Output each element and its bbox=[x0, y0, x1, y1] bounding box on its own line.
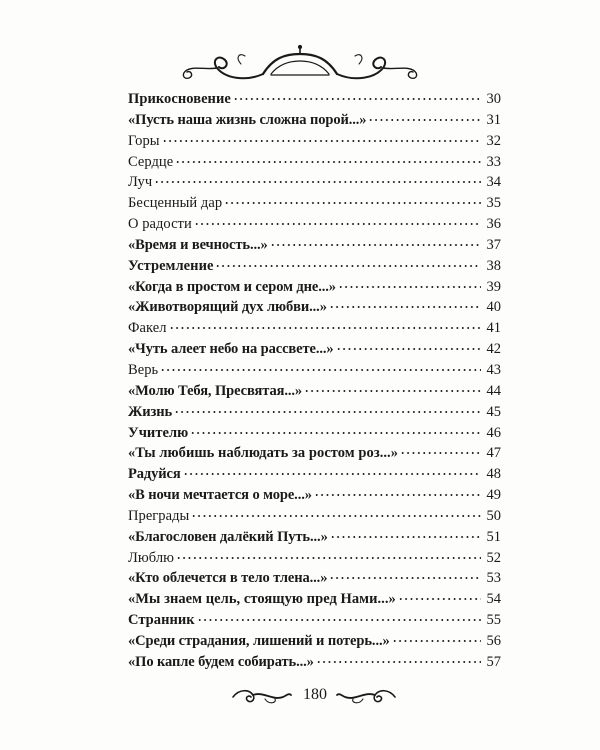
toc-entry[interactable] bbox=[128, 277, 501, 298]
toc-entry[interactable] bbox=[128, 152, 501, 173]
toc-entry-page: 51 bbox=[486, 528, 501, 545]
dot-leader bbox=[154, 181, 481, 183]
dot-leader bbox=[233, 98, 481, 100]
toc-entry-page: 41 bbox=[486, 320, 501, 337]
toc-entry[interactable] bbox=[128, 652, 501, 673]
toc-entry-page: 49 bbox=[486, 487, 501, 504]
toc-entry[interactable] bbox=[128, 235, 501, 256]
dot-leader bbox=[162, 140, 481, 142]
toc-entry[interactable] bbox=[128, 589, 501, 610]
toc-entry[interactable] bbox=[128, 110, 501, 131]
toc-entry[interactable] bbox=[128, 360, 501, 381]
toc-entry-title: «Среди страдания, лишений и потерь...» bbox=[128, 632, 390, 649]
dot-leader bbox=[191, 515, 481, 517]
toc-entry[interactable] bbox=[128, 506, 501, 527]
dot-leader bbox=[160, 369, 481, 371]
toc-entry[interactable] bbox=[128, 256, 501, 277]
toc-entry[interactable] bbox=[128, 339, 501, 360]
toc-entry-page: 42 bbox=[486, 341, 501, 358]
toc-entry-title: Устремление bbox=[128, 257, 214, 274]
toc-entry-page: 55 bbox=[486, 612, 501, 629]
toc-entry-page: 50 bbox=[486, 507, 501, 524]
flourish-ornament-icon bbox=[175, 44, 425, 86]
toc-entry-page: 52 bbox=[486, 549, 501, 566]
toc-entry-page: 54 bbox=[486, 591, 501, 608]
dot-leader bbox=[224, 202, 481, 204]
dot-leader bbox=[197, 619, 481, 621]
dot-leader bbox=[169, 327, 482, 329]
toc-entry-page: 30 bbox=[486, 91, 501, 107]
toc-entry-page: 39 bbox=[486, 278, 501, 295]
toc-entry-title: «Животворящий дух любви...» bbox=[128, 299, 327, 316]
toc-entry[interactable] bbox=[128, 527, 501, 548]
toc-entry-title: «Ты любишь наблюдать за ростом роз...» bbox=[128, 445, 399, 462]
toc-entry-page: 34 bbox=[486, 174, 501, 191]
toc-entry-page: 32 bbox=[486, 132, 501, 149]
toc-entry-title: Прикосновение bbox=[128, 91, 231, 107]
dot-leader bbox=[174, 411, 481, 413]
toc-entry-page: 46 bbox=[486, 424, 501, 441]
toc-entry[interactable] bbox=[128, 402, 501, 423]
toc-entry-title: Странник bbox=[128, 612, 195, 629]
toc-entry[interactable] bbox=[128, 193, 501, 214]
toc-entry-page: 44 bbox=[486, 382, 501, 399]
toc-entry-page: 48 bbox=[486, 466, 501, 483]
toc-entry-title: Луч bbox=[128, 174, 153, 191]
toc-entry-title: Радуйся bbox=[128, 466, 181, 483]
dot-leader bbox=[398, 598, 481, 600]
toc-entry-page: 56 bbox=[486, 632, 501, 649]
toc-entry-title: «Время и вечность...» bbox=[128, 236, 268, 253]
toc-entry[interactable] bbox=[128, 423, 501, 444]
dot-leader bbox=[368, 119, 481, 121]
dot-leader bbox=[194, 223, 481, 225]
toc-entry-page: 38 bbox=[486, 257, 501, 274]
toc-entry-page: 40 bbox=[486, 299, 501, 316]
page-footer bbox=[0, 681, 600, 711]
toc-entry-title: Бесценный дар bbox=[128, 195, 223, 212]
dot-leader bbox=[336, 348, 481, 350]
footer-flourish-right-icon bbox=[333, 685, 399, 707]
dot-leader bbox=[304, 390, 481, 392]
toc-entry[interactable] bbox=[128, 172, 501, 193]
toc-entry-title: О радости bbox=[128, 216, 192, 233]
toc-entry[interactable] bbox=[128, 89, 501, 110]
dot-leader bbox=[330, 536, 481, 538]
dot-leader bbox=[190, 432, 481, 434]
dot-leader bbox=[183, 473, 481, 475]
dot-leader bbox=[392, 640, 481, 642]
toc-entry[interactable] bbox=[128, 568, 501, 589]
toc-entry-page: 37 bbox=[486, 236, 501, 253]
toc-entry-title: Учителю bbox=[128, 424, 189, 441]
dot-leader bbox=[270, 244, 481, 246]
toc-entry[interactable] bbox=[128, 381, 501, 402]
toc-entry[interactable] bbox=[128, 131, 501, 152]
toc-entry-title: «Когда в простом и сером дне...» bbox=[128, 278, 336, 295]
toc-entry-page: 43 bbox=[486, 361, 501, 378]
toc-entry-page: 53 bbox=[486, 570, 501, 587]
toc-entry[interactable] bbox=[128, 214, 501, 235]
toc-entry-title: «Мы знаем цель, стоящую пред Нами...» bbox=[128, 591, 396, 608]
toc-entry-page: 45 bbox=[486, 403, 501, 420]
dot-leader bbox=[329, 306, 481, 308]
toc-entry[interactable] bbox=[128, 548, 501, 569]
dot-leader bbox=[400, 452, 481, 454]
toc-entry-title: «В ночи мечтается о море...» bbox=[128, 487, 312, 504]
toc-entry-title: «Кто облечется в тело тлена...» bbox=[128, 570, 328, 587]
footer-flourish-left-icon bbox=[229, 685, 295, 707]
toc-entry-title: Сердце bbox=[128, 153, 174, 170]
toc-entry[interactable] bbox=[128, 610, 501, 631]
toc-entry-page: 57 bbox=[486, 653, 501, 670]
toc-entry[interactable] bbox=[128, 443, 501, 464]
table-of-contents bbox=[128, 89, 501, 673]
toc-entry-page: 33 bbox=[486, 153, 501, 170]
toc-entry[interactable] bbox=[128, 297, 501, 318]
toc-entry-title: Преграды bbox=[128, 507, 190, 524]
toc-entry-title: Жизнь bbox=[128, 403, 173, 420]
toc-entry-title: «Благословен далёкий Путь...» bbox=[128, 528, 328, 545]
toc-entry-title: «По капле будем собирать...» bbox=[128, 653, 314, 670]
toc-entry-title: «Молю Тебя, Пресвятая...» bbox=[128, 382, 303, 399]
page-number: 180 bbox=[303, 686, 327, 703]
toc-entry-page: 36 bbox=[486, 216, 501, 233]
toc-entry[interactable] bbox=[128, 464, 501, 485]
toc-entry-title: Люблю bbox=[128, 549, 175, 566]
toc-entry-page: 31 bbox=[486, 111, 501, 128]
toc-entry[interactable] bbox=[128, 485, 501, 506]
toc-entry[interactable] bbox=[128, 631, 501, 652]
toc-entry-page: 47 bbox=[486, 445, 501, 462]
toc-entry-title: «Пусть наша жизнь сложна порой...» bbox=[128, 111, 367, 128]
dot-leader bbox=[316, 661, 481, 663]
dot-leader bbox=[175, 161, 481, 163]
toc-entry-title: «Чуть алеет небо на рассвете...» bbox=[128, 341, 334, 358]
dot-leader bbox=[176, 557, 481, 559]
toc-entry-title: Факел bbox=[128, 320, 167, 337]
toc-entry[interactable] bbox=[128, 318, 501, 339]
dot-leader bbox=[314, 494, 481, 496]
toc-entry-title: Верь bbox=[128, 361, 159, 378]
dot-leader bbox=[329, 577, 481, 579]
toc-entry-title: Горы bbox=[128, 132, 160, 149]
dot-leader bbox=[338, 286, 481, 288]
dot-leader bbox=[215, 265, 481, 267]
toc-entry-page: 35 bbox=[486, 195, 501, 212]
